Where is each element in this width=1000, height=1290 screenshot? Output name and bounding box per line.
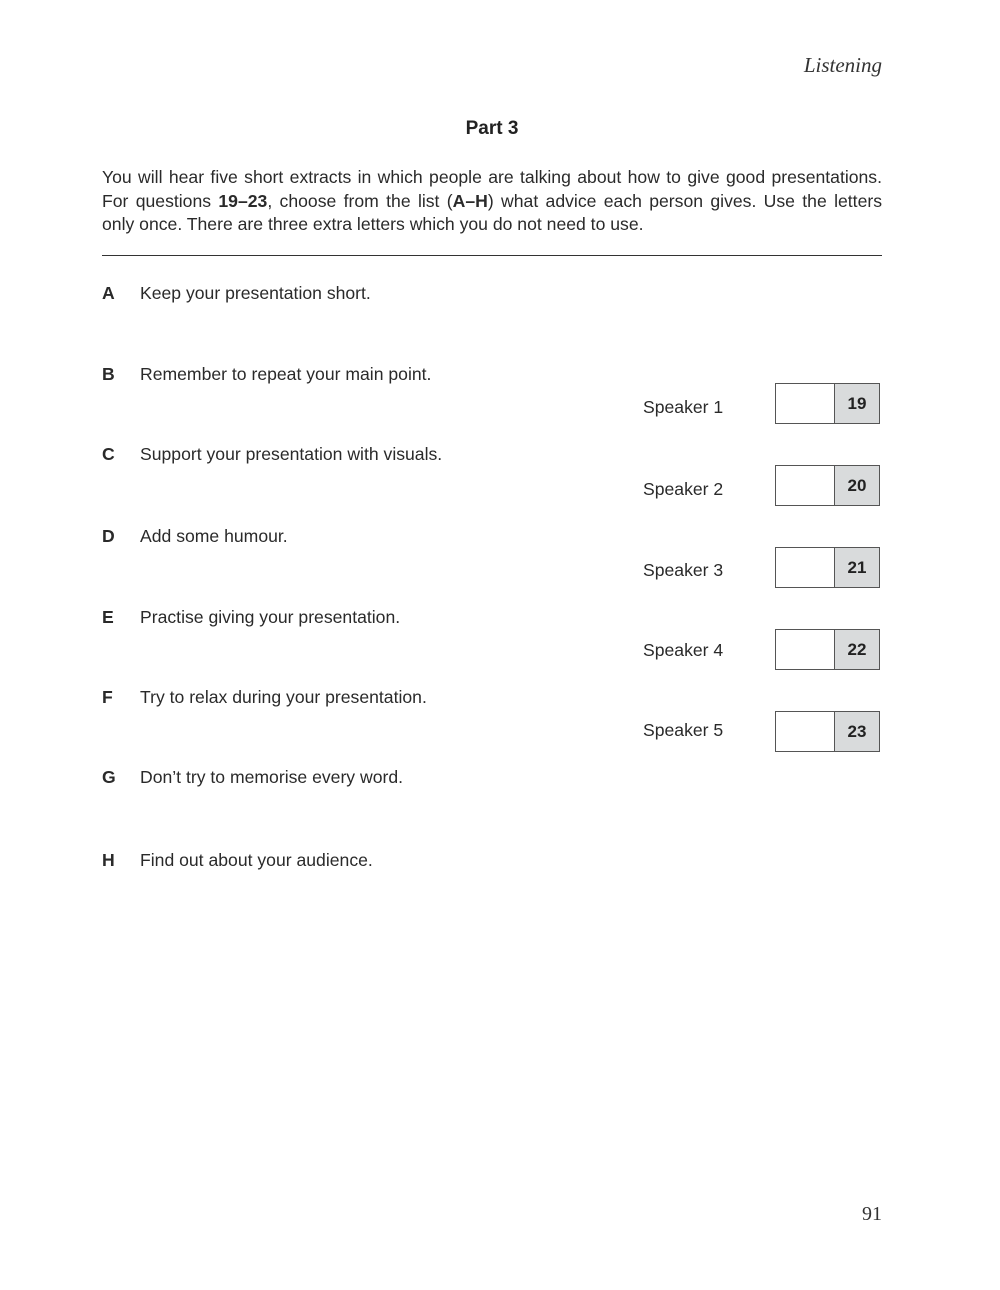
divider — [102, 255, 882, 256]
option-letter: C — [102, 444, 115, 464]
instructions-text-1: You will hear five short extracts in which people are talking about how to give good presentations. For questions — [102, 167, 882, 211]
question-number: 23 — [835, 712, 879, 751]
option-text: Support your presentation with visuals. — [140, 444, 443, 464]
option-letter: E — [102, 607, 114, 627]
answer-box-19 — [775, 383, 880, 424]
question-number: 19 — [835, 384, 879, 423]
answer-input-22[interactable] — [776, 630, 835, 669]
speaker-3-label: Speaker 3 — [643, 560, 724, 580]
option-g — [102, 767, 403, 788]
option-text: Remember to repeat your main point. — [140, 364, 432, 384]
answer-input-21[interactable] — [776, 548, 835, 587]
option-a — [102, 283, 371, 304]
speaker-1-label: Speaker 1 — [643, 397, 724, 417]
option-letter: B — [102, 364, 115, 384]
option-c — [102, 444, 442, 465]
speaker-2-label: Speaker 2 — [643, 479, 724, 499]
option-text: Don’t try to memorise every word. — [140, 767, 404, 787]
instructions-text-2: , choose from the list ( — [267, 190, 453, 211]
instructions — [102, 166, 882, 237]
answer-box-21 — [775, 547, 880, 588]
option-d — [102, 526, 288, 547]
option-letter: F — [102, 687, 113, 707]
option-text: Practise giving your presentation. — [140, 607, 401, 627]
page-number: 91 — [862, 1203, 882, 1225]
option-f — [102, 687, 427, 708]
option-letter: D — [102, 526, 115, 546]
option-text: Find out about your audience. — [140, 850, 373, 870]
option-e — [102, 607, 400, 628]
speaker-4-label: Speaker 4 — [643, 640, 724, 660]
answer-input-20[interactable] — [776, 466, 835, 505]
option-text: Keep your presentation short. — [140, 283, 371, 303]
option-letter: G — [102, 767, 116, 787]
question-number: 21 — [835, 548, 879, 587]
option-b — [102, 364, 431, 385]
option-h — [102, 850, 373, 871]
speaker-5-label: Speaker 5 — [643, 720, 724, 740]
instructions-text-3: ) what advice each person gives. Use the letters only once. There are three extra letters which you do not need to use. — [102, 190, 883, 234]
option-text: Add some humour. — [140, 526, 288, 546]
question-number: 22 — [835, 630, 879, 669]
section-header: Listening — [803, 53, 882, 77]
letter-range: A–H — [452, 190, 488, 211]
part-title: Part 3 — [465, 118, 519, 139]
answer-box-23 — [775, 711, 880, 752]
question-number: 20 — [835, 466, 879, 505]
answer-box-20 — [775, 465, 880, 506]
answer-box-22 — [775, 629, 880, 670]
answer-input-23[interactable] — [776, 712, 835, 751]
option-letter: H — [102, 850, 115, 870]
option-text: Try to relax during your presentation. — [140, 687, 427, 707]
option-letter: A — [102, 283, 115, 303]
answer-input-19[interactable] — [776, 384, 835, 423]
questions-range: 19–23 — [218, 190, 268, 211]
